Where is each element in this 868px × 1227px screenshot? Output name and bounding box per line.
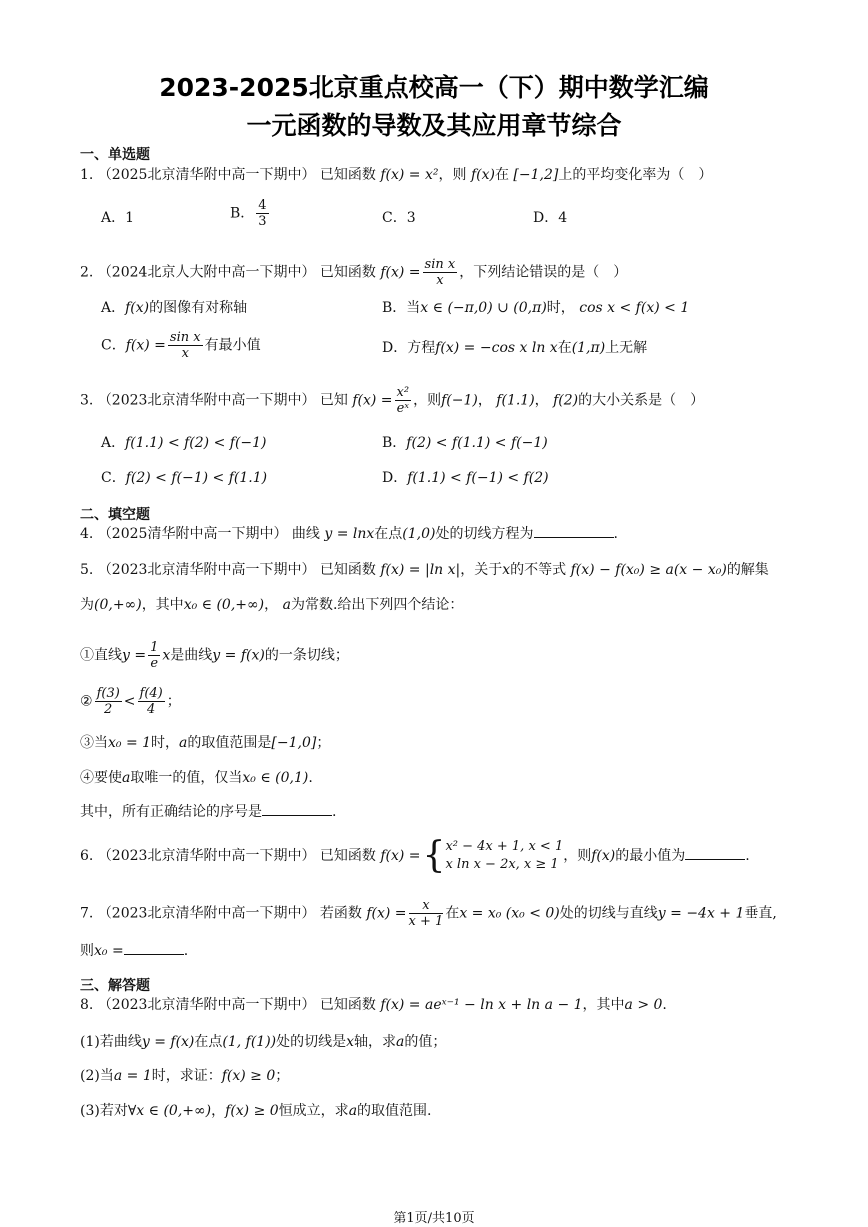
option-label: D．方程	[382, 340, 436, 356]
math-expr: a	[396, 1034, 405, 1050]
question-source: （2024北京人大附中高一下期中）	[97, 264, 316, 281]
question-5-ask	[80, 802, 336, 822]
question-text: ，则	[413, 392, 442, 409]
question-text: ，下列结论错误的是（ ）	[459, 264, 628, 281]
conclusion-text: 取唯一的值，仅当	[130, 770, 243, 786]
math-expr: y = lnx	[324, 526, 375, 542]
page-footer: 第1页/共10页	[393, 1211, 475, 1226]
math-expr: x = x₀ (x₀ < 0)	[459, 905, 560, 922]
question-text: 在	[494, 167, 509, 183]
question-number: 6.	[80, 848, 94, 864]
math-expr: (1,π)	[571, 340, 606, 356]
question-text: 则	[80, 943, 94, 959]
punctuation: .	[745, 848, 750, 864]
math-expr: y = f(x)	[212, 647, 265, 664]
question-text: 在点	[194, 1034, 223, 1050]
fraction	[256, 198, 268, 229]
case-1: x² − 4x + 1, x < 1	[445, 839, 564, 854]
question-8-part-1	[80, 1032, 446, 1052]
math-expr: a > 0	[624, 997, 663, 1013]
math-expr: cos x < f(x) < 1	[579, 300, 690, 316]
option-label: C．	[101, 470, 126, 486]
question-text: (1)若曲线	[80, 1034, 142, 1050]
punctuation: .	[183, 943, 189, 959]
question-8-part-2	[80, 1066, 289, 1086]
option-label: C．	[101, 337, 126, 354]
math-expr: f(x) ≥ 0	[225, 1103, 279, 1119]
fraction	[95, 686, 122, 717]
question-text: ，	[264, 597, 279, 613]
option-a: A．1	[101, 210, 135, 226]
question-text: 时，求证：	[151, 1068, 222, 1084]
fraction	[168, 330, 203, 361]
question-text: 的最小值为	[615, 848, 686, 864]
math-expr: f(x) =	[380, 848, 421, 864]
math-expr: y =	[122, 647, 147, 664]
option-label: D．	[382, 470, 408, 486]
question-number: 5.	[80, 562, 94, 578]
question-text: 已知函数	[319, 167, 376, 183]
question-text: 的不等式	[510, 562, 567, 578]
option-b	[382, 433, 548, 453]
question-text: 已知函数	[319, 264, 376, 281]
punctuation: ；	[166, 693, 181, 710]
math-expr: y = −4x + 1	[657, 905, 745, 922]
math-expr: f(x)	[591, 848, 616, 864]
math-expr: x	[346, 1034, 355, 1050]
fraction-denominator: e	[150, 656, 159, 671]
conclusion-text: ③当	[80, 735, 108, 751]
math-expr: f(−1)	[441, 392, 478, 409]
fraction-denominator: x + 1	[408, 914, 444, 929]
option-text: 的图像有对称轴	[149, 300, 248, 316]
math-expr: [−1,0]	[271, 735, 317, 751]
question-text: 垂直,	[744, 905, 777, 922]
math-expr: f(1.1) < f(−1) < f(2)	[407, 470, 549, 486]
question-6	[80, 835, 750, 876]
fraction-denominator: 4	[147, 702, 156, 717]
question-2	[80, 257, 627, 288]
question-text: 恒成立，求	[278, 1103, 349, 1119]
question-8	[80, 995, 667, 1015]
separator: ，	[534, 392, 549, 409]
question-text: 的值；	[404, 1034, 447, 1050]
math-expr: f(x) = aeˣ⁻¹ − ln x + ln a − 1	[380, 997, 583, 1013]
option-label: B．当	[382, 300, 421, 316]
math-expr: f(x) =	[380, 264, 421, 281]
question-source: （2023北京清华附中高一下期中）	[97, 997, 316, 1013]
option-d: D．4	[533, 210, 568, 226]
question-text: 处的切线是	[276, 1034, 347, 1050]
question-text: 已知函数	[319, 562, 376, 578]
fraction-numerator: 4	[258, 198, 267, 213]
math-expr: (1, f(1))	[222, 1034, 277, 1050]
math-expr: f(x) − f(x₀) ≥ a(x − x₀)	[570, 562, 727, 578]
math-expr: f(x) = |ln x|	[380, 562, 461, 578]
separator: ，	[477, 392, 492, 409]
math-expr: f(1.1)	[496, 392, 535, 409]
question-text: 为	[80, 597, 94, 613]
question-text: 已知函数	[319, 848, 376, 864]
math-expr: f(x) ≥ 0	[221, 1068, 276, 1084]
math-expr: ∀x ∈ (0,+∞)	[127, 1103, 212, 1119]
question-text: (2)当	[80, 1068, 114, 1084]
question-number: 3.	[80, 392, 94, 409]
fraction-numerator: x²	[396, 385, 410, 400]
option-a	[101, 298, 247, 318]
answer-blank	[262, 803, 332, 816]
question-source: （2023北京清华附中高一下期中）	[97, 905, 316, 922]
question-text: 在	[445, 905, 460, 922]
question-text: 的大小关系是（ ）	[578, 392, 705, 409]
fraction	[395, 385, 412, 416]
page-title: 2023-2025北京重点校高一（下）期中数学汇编	[159, 73, 709, 102]
math-expr: [−1,2]	[513, 167, 559, 183]
math-expr: x	[162, 647, 171, 664]
math-expr: f(x) =	[352, 392, 393, 409]
question-text: 曲线	[291, 526, 320, 542]
option-d	[382, 338, 647, 358]
question-3	[80, 385, 704, 416]
conclusion-text: 的取值范围是	[187, 735, 272, 751]
question-text: ，则	[563, 848, 592, 864]
math-expr: x₀ = 1	[108, 735, 152, 751]
math-expr: x₀ ∈ (0,1)	[242, 770, 309, 786]
math-expr: f(1.1) < f(2) < f(−1)	[125, 435, 267, 451]
fraction-numerator: 1	[150, 640, 159, 655]
punctuation: .	[332, 804, 337, 820]
fraction	[423, 257, 458, 288]
fraction-denominator: x	[181, 346, 189, 361]
math-expr: f(x)	[125, 300, 150, 316]
answer-blank	[124, 942, 184, 955]
math-expr: x ∈ (−π,0) ∪ (0,π)	[420, 300, 547, 316]
math-expr: (0,+∞)	[94, 597, 142, 613]
punctuation: .	[308, 770, 313, 786]
math-expr: f(x) = −cos x ln x	[435, 340, 558, 356]
question-number: 2.	[80, 264, 94, 281]
math-expr: x₀ =	[94, 943, 124, 959]
question-text: 处的切线与直线	[559, 905, 658, 922]
math-expr: x	[502, 562, 511, 578]
fraction-denominator: 2	[104, 702, 113, 717]
punctuation: ；	[316, 735, 331, 751]
fraction-denominator: eˣ	[396, 401, 409, 416]
punctuation: .	[662, 997, 667, 1013]
option-label: A．	[101, 300, 126, 316]
fraction	[138, 686, 165, 717]
fraction-numerator: sin x	[169, 330, 201, 345]
option-d	[382, 468, 549, 488]
fraction	[409, 898, 444, 929]
section-heading-fill-in: 二、填空题	[80, 507, 150, 523]
math-expr: a	[348, 1103, 358, 1119]
option-c	[101, 330, 261, 361]
question-7	[80, 898, 777, 929]
conclusion-text: 时，	[151, 735, 180, 751]
option-label: B．	[382, 435, 407, 451]
question-number: 4.	[80, 526, 94, 542]
math-expr: a	[179, 735, 188, 751]
question-text: 为常数.给出下列四个结论：	[290, 597, 464, 613]
option-a	[101, 433, 267, 453]
answer-blank	[534, 525, 614, 538]
question-text: ，关于	[460, 562, 503, 578]
question-text: (3)若对	[80, 1103, 128, 1119]
question-text: ，其中	[141, 597, 184, 613]
option-label: B．	[230, 205, 255, 222]
conclusion-text: ④要使	[80, 770, 122, 786]
punctuation: .	[613, 526, 618, 542]
option-text: 时，	[546, 300, 575, 316]
math-expr: x₀ ∈ (0,+∞)	[183, 597, 265, 613]
question-text: 的解集	[726, 562, 769, 578]
section-heading-answer: 三、解答题	[80, 978, 150, 994]
question-text: ，	[211, 1103, 226, 1119]
fraction-numerator: f(3)	[96, 686, 120, 701]
option-text: 上无解	[605, 340, 648, 356]
page-subtitle: 一元函数的导数及其应用章节综合	[246, 111, 622, 140]
math-expr: f(x)	[470, 167, 495, 183]
fraction	[148, 640, 160, 671]
fraction-denominator: 3	[258, 214, 267, 229]
question-source: （2025北京清华附中高一下期中）	[97, 167, 316, 183]
math-expr: a	[122, 770, 131, 786]
question-source: （2025清华附中高一下期中）	[97, 526, 288, 542]
punctuation: ；	[275, 1068, 290, 1084]
case-2: x ln x − 2x, x ≥ 1	[445, 857, 559, 872]
question-text: ，则	[438, 167, 467, 183]
math-expr: a	[282, 597, 291, 613]
option-label: A．	[101, 435, 126, 451]
conclusion-text: 是曲线	[170, 647, 213, 664]
conclusion-4	[80, 768, 313, 788]
question-1	[80, 165, 712, 185]
question-text: 已知	[319, 392, 348, 409]
option-c: C．3	[382, 210, 416, 226]
conclusion-2	[80, 686, 181, 717]
conclusion-text: ①直线	[80, 647, 122, 664]
question-7-line-2	[80, 941, 188, 961]
math-expr: f(2)	[553, 392, 579, 409]
option-b	[230, 198, 271, 229]
question-text: 其中，所有正确结论的序号是	[80, 804, 262, 820]
option-text: 有最小值	[204, 337, 261, 354]
fraction-numerator: f(4)	[139, 686, 163, 701]
question-5-line-2	[80, 595, 463, 615]
conclusion-1	[80, 640, 349, 671]
math-expr: f(2) < f(1.1) < f(−1)	[406, 435, 548, 451]
question-number: 7.	[80, 905, 94, 922]
question-text: 在点	[374, 526, 403, 542]
piecewise-cases: { x² − 4x + 1, x < 1 x ln x − 2x, x ≥ 1	[422, 835, 564, 876]
math-expr: a = 1	[113, 1068, 152, 1084]
option-b	[382, 298, 689, 318]
question-number: 8.	[80, 997, 94, 1013]
question-text: ，其中	[582, 997, 625, 1013]
math-expr: f(x) =	[366, 905, 407, 922]
question-text: 已知函数	[319, 997, 376, 1013]
question-source: （2023北京清华附中高一下期中）	[97, 562, 316, 578]
fraction-numerator: sin x	[424, 257, 456, 272]
question-source: （2023北京清华附中高一下期中）	[97, 392, 316, 409]
question-5	[80, 560, 769, 580]
question-4	[80, 524, 618, 544]
math-expr: f(x) = x²	[380, 167, 439, 183]
math-expr: y = f(x)	[141, 1034, 195, 1050]
conclusion-text: ②	[80, 693, 93, 710]
question-text: 若函数	[319, 905, 362, 922]
fraction-numerator: x	[409, 898, 444, 914]
answer-blank	[685, 847, 745, 860]
math-expr: (1,0)	[402, 526, 436, 542]
question-source: （2023北京清华附中高一下期中）	[97, 848, 316, 864]
math-expr: f(2) < f(−1) < f(1.1)	[125, 470, 268, 486]
math-expr: <	[123, 693, 136, 710]
conclusion-3	[80, 733, 330, 753]
question-text: 上的平均变化率为（ ）	[558, 167, 713, 183]
question-text: 轴，求	[354, 1034, 397, 1050]
fraction-denominator: x	[436, 273, 444, 288]
question-text: 处的切线方程为	[435, 526, 534, 542]
math-expr: f(x) =	[125, 337, 166, 354]
section-heading-single-choice: 一、单选题	[80, 147, 150, 163]
question-text: 的取值范围.	[357, 1103, 432, 1119]
question-number: 1.	[80, 167, 94, 183]
option-c	[101, 468, 267, 488]
conclusion-text: 的一条切线；	[264, 647, 349, 664]
option-text: 在	[557, 340, 572, 356]
question-8-part-3	[80, 1101, 432, 1121]
